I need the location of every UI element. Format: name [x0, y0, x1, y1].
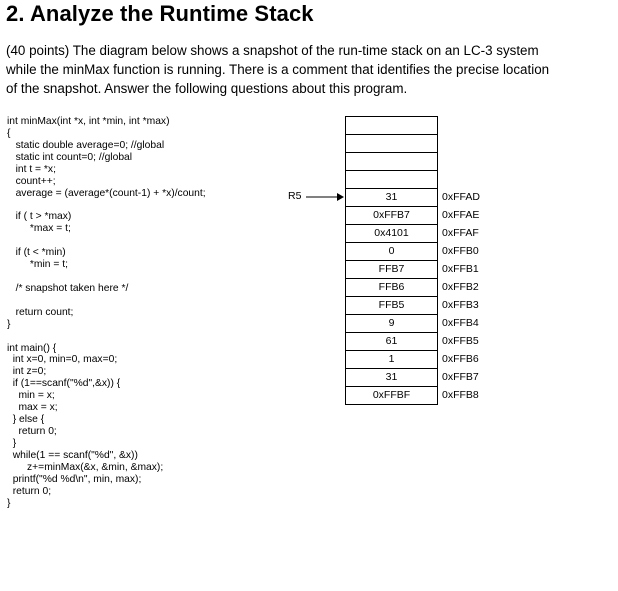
code-line: if (1==scanf("%d",&x)) {: [7, 378, 121, 390]
code-line: *min = t;: [7, 259, 68, 271]
stack-address: 0xFFB4: [442, 317, 479, 329]
stack-address: 0xFFAF: [442, 227, 479, 239]
code-line: if ( t > *max): [7, 211, 72, 223]
code-line: average = (average*(count-1) + *x)/count;: [7, 187, 206, 199]
code-line: max = x;: [7, 402, 58, 414]
stack-address: 0xFFB0: [442, 245, 479, 257]
code-line: min = x;: [7, 390, 55, 402]
intro-paragraph: [6, 41, 618, 98]
stack-address: 0xFFAE: [442, 209, 480, 221]
intro-line: (40 points) The diagram below shows a snapshot of the run-time stack on an LC-3 system: [6, 43, 539, 58]
stack-address: 0xFFB5: [442, 335, 479, 347]
stack-cell: [345, 116, 438, 135]
code-line: }: [7, 497, 11, 509]
stack-cell: 0xFFBF: [345, 386, 438, 405]
code-line: while(1 == scanf("%d", &x)): [7, 449, 138, 461]
code-line: int t = *x;: [7, 163, 56, 175]
stack-cell: 31: [345, 368, 438, 387]
code-line: int minMax(int *x, int *min, int *max): [7, 116, 170, 127]
intro-line: of the snapshot. Answer the following questions about this program.: [6, 81, 408, 96]
stack-cell: 61: [345, 332, 438, 351]
stack-address: 0xFFB6: [442, 353, 479, 365]
code-line: }: [7, 318, 11, 330]
code-line: count++;: [7, 175, 56, 187]
r5-arrow-icon: [306, 191, 344, 203]
code-line: } else {: [7, 414, 45, 426]
code-line: static int count=0; //global: [7, 151, 133, 163]
stack-cell: 31: [345, 188, 438, 207]
stack-cell: [345, 152, 438, 171]
stack-address: 0xFFAD: [442, 191, 480, 203]
code-line: }: [7, 437, 17, 449]
stack-cell: [345, 170, 438, 189]
stack-cell: 0xFFB7: [345, 206, 438, 225]
stack-address: 0xFFB1: [442, 263, 479, 275]
stack-address: 0xFFB3: [442, 299, 479, 311]
code-line: z+=minMax(&x, &min, &max);: [7, 461, 164, 473]
code-line: if (t < *min): [7, 247, 66, 259]
code-line: return 0;: [7, 485, 52, 497]
code-line: *max = t;: [7, 223, 71, 235]
code-line: return 0;: [7, 425, 57, 437]
code-line: [7, 331, 206, 343]
stack-cell: FFB6: [345, 278, 438, 297]
code-listing: [7, 116, 206, 509]
code-line: int main() {: [7, 342, 57, 354]
stack-cell: FFB5: [345, 296, 438, 315]
code-line: static double average=0; //global: [7, 139, 165, 151]
stack-address: 0xFFB2: [442, 281, 479, 293]
stack-cell: 0x4101: [345, 224, 438, 243]
section-title: 2. Analyze the Runtime Stack: [6, 1, 314, 26]
intro-line: while the minMax function is running. There is a comment that identifies the precise location: [6, 62, 550, 77]
code-line: int x=0, min=0, max=0;: [7, 354, 118, 366]
code-line: /* snapshot taken here */: [7, 282, 129, 294]
stack-address: 0xFFB8: [442, 389, 479, 401]
code-line: [7, 235, 206, 247]
code-line: int z=0;: [7, 366, 47, 378]
stack-cell: FFB7: [345, 260, 438, 279]
code-line: {: [7, 127, 11, 139]
code-line: return count;: [7, 306, 74, 318]
stack-cell: [345, 134, 438, 153]
code-line: [7, 271, 206, 283]
stack-address: 0xFFB7: [442, 371, 479, 383]
code-line: [7, 199, 206, 211]
stack-cell: 0: [345, 242, 438, 261]
code-line: printf("%d %d\n", min, max);: [7, 473, 142, 485]
stack-cell: 1: [345, 350, 438, 369]
r5-label: R5: [288, 190, 302, 202]
code-line: [7, 295, 206, 307]
stack-cell: 9: [345, 314, 438, 333]
